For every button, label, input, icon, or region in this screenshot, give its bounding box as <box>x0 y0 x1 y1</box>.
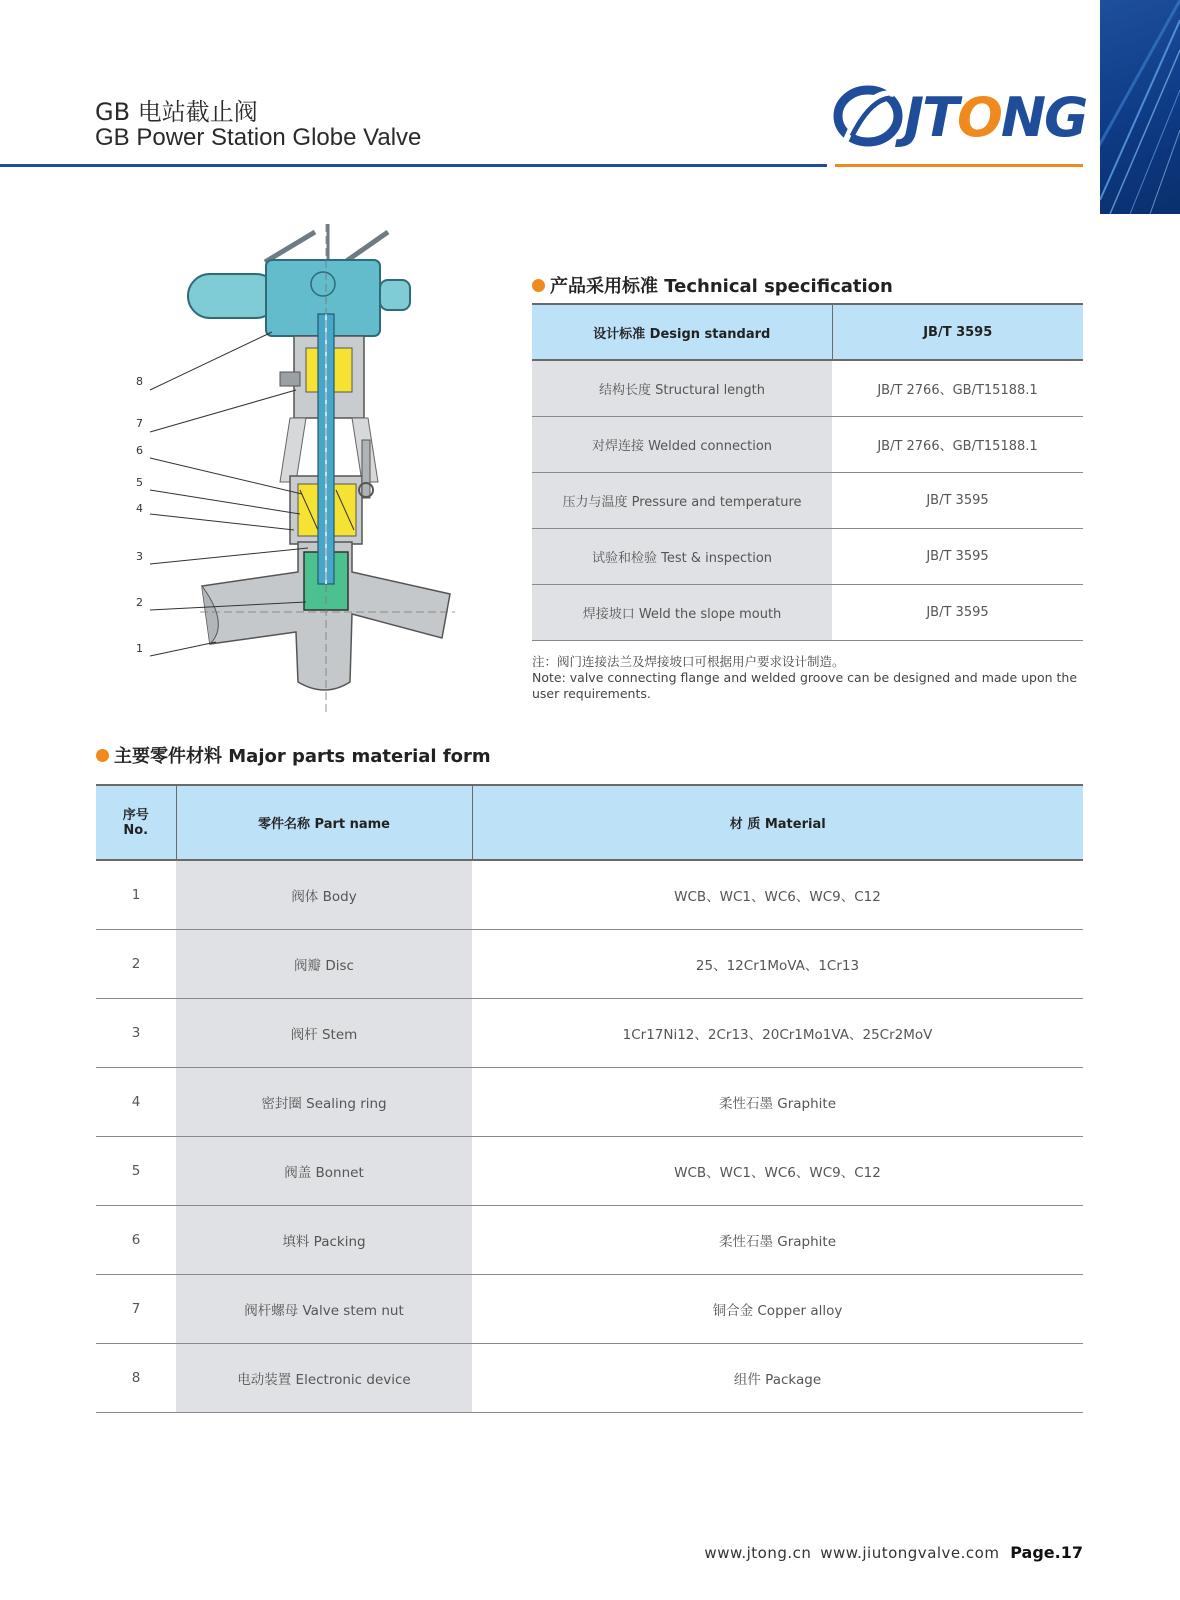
parts-header-row <box>96 785 1083 860</box>
spec-value: JB/T 2766、GB/T15188.1 <box>832 416 1083 472</box>
spec-value: JB/T 3595 <box>832 584 1083 640</box>
callout-8: 8 <box>136 375 143 388</box>
callout-1: 1 <box>136 642 143 655</box>
table-row <box>532 584 1083 640</box>
bullet-dot-icon <box>532 279 545 292</box>
page-number: Page.17 <box>1010 1543 1083 1562</box>
part-name: 阀杆螺母 Valve stem nut <box>176 1274 472 1343</box>
part-no: 4 <box>96 1067 176 1136</box>
part-material: 1Cr17Ni12、2Cr13、20Cr1Mo1VA、25Cr2MoV <box>472 998 1083 1067</box>
col-part-name-header: 零件名称 Part name <box>176 785 472 860</box>
spec-note-en: Note: valve connecting flange and welded groove can be designed and made upon the user requirements. <box>532 670 1078 701</box>
table-row <box>96 929 1083 998</box>
part-name: 阀瓣 Disc <box>176 929 472 998</box>
callout-5: 5 <box>136 476 143 489</box>
part-material: 柔性石墨 Graphite <box>472 1205 1083 1274</box>
table-row <box>532 528 1083 584</box>
part-material: 25、12Cr1MoVA、1Cr13 <box>472 929 1083 998</box>
part-no: 2 <box>96 929 176 998</box>
spec-header-label: 设计标准 Design standard <box>532 304 832 360</box>
tech-spec-header-row <box>532 304 1083 360</box>
part-material: 铜合金 Copper alloy <box>472 1274 1083 1343</box>
table-row <box>96 860 1083 929</box>
corner-decoration <box>1100 0 1180 214</box>
spec-value: JB/T 3595 <box>832 472 1083 528</box>
parts-table <box>96 784 1083 1413</box>
part-no: 8 <box>96 1343 176 1412</box>
table-row <box>532 360 1083 416</box>
valve-diagram <box>120 222 470 714</box>
spec-note <box>532 654 1092 702</box>
bullet-dot-icon <box>96 749 109 762</box>
page-title-en: GB Power Station Globe Valve <box>95 124 422 151</box>
part-name: 电动装置 Electronic device <box>176 1343 472 1412</box>
part-no: 1 <box>96 860 176 929</box>
part-material: 柔性石墨 Graphite <box>472 1067 1083 1136</box>
page-footer <box>700 1543 1083 1562</box>
logo-swirl-icon <box>832 78 904 158</box>
table-row <box>96 1343 1083 1412</box>
part-name: 阀杆 Stem <box>176 998 472 1067</box>
spec-note-cn: 注：阀门连接法兰及焊接坡口可根据用户要求设计制造。 <box>532 654 845 669</box>
part-name: 填料 Packing <box>176 1205 472 1274</box>
part-material: WCB、WC1、WC6、WC9、C12 <box>472 860 1083 929</box>
part-name: 阀盖 Bonnet <box>176 1136 472 1205</box>
spec-label: 结构长度 Structural length <box>532 360 832 416</box>
callout-3: 3 <box>136 550 143 563</box>
page-title-cn: GB 电站截止阀 <box>95 98 258 126</box>
part-name: 密封圈 Sealing ring <box>176 1067 472 1136</box>
part-name: 阀体 Body <box>176 860 472 929</box>
jtong-logo <box>832 78 1087 158</box>
col-material-header: 材 质 Material <box>472 785 1083 860</box>
table-row <box>532 472 1083 528</box>
tech-spec-title: 产品采用标准 Technical specification <box>532 272 893 298</box>
callout-2: 2 <box>136 596 143 609</box>
spec-label: 压力与温度 Pressure and temperature <box>532 472 832 528</box>
col-no-header: 序号 No. <box>96 785 176 860</box>
part-no: 7 <box>96 1274 176 1343</box>
spec-header-value: JB/T 3595 <box>832 304 1083 360</box>
footer-url-jiutongvalve[interactable]: www.jiutongvalve.com <box>820 1544 1000 1562</box>
table-row <box>96 1205 1083 1274</box>
footer-url-jtong[interactable]: www.jtong.cn <box>704 1544 812 1562</box>
part-material: WCB、WC1、WC6、WC9、C12 <box>472 1136 1083 1205</box>
header-rule-blue <box>0 164 827 167</box>
header-rule-orange <box>835 164 1083 167</box>
table-row <box>96 1067 1083 1136</box>
spec-label: 对焊连接 Welded connection <box>532 416 832 472</box>
table-row <box>96 1136 1083 1205</box>
spec-value: JB/T 2766、GB/T15188.1 <box>832 360 1083 416</box>
table-row <box>96 1274 1083 1343</box>
part-no: 3 <box>96 998 176 1067</box>
tech-spec-table <box>532 303 1083 641</box>
callout-6: 6 <box>136 444 143 457</box>
part-no: 5 <box>96 1136 176 1205</box>
callout-4: 4 <box>136 502 143 515</box>
part-no: 6 <box>96 1205 176 1274</box>
part-material: 组件 Package <box>472 1343 1083 1412</box>
spec-value: JB/T 3595 <box>832 528 1083 584</box>
parts-title: 主要零件材料 Major parts material form <box>96 742 491 768</box>
table-row <box>96 998 1083 1067</box>
spec-label: 试验和检验 Test & inspection <box>532 528 832 584</box>
table-row <box>532 416 1083 472</box>
logo-wordmark: JTONG <box>904 86 1087 149</box>
callout-7: 7 <box>136 417 143 430</box>
spec-label: 焊接坡口 Weld the slope mouth <box>532 584 832 640</box>
